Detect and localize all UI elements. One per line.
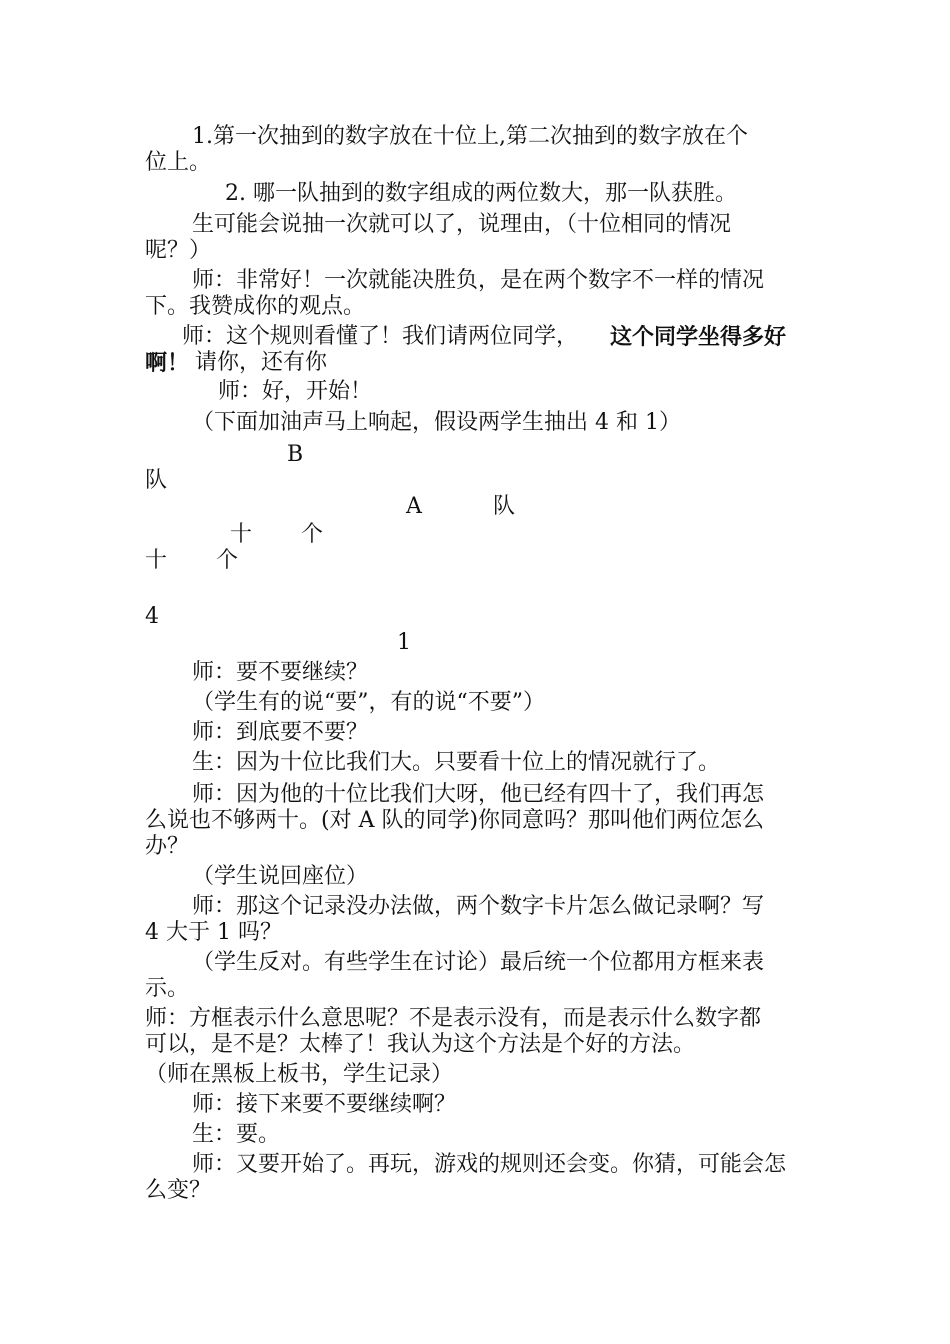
team-label-word: 队 (145, 468, 168, 493)
text-line: 师：接下来要不要继续啊？ (192, 1092, 457, 1117)
text-line: （学生反对。有些学生在讨论）最后统一个位都用方框来表 (192, 950, 765, 975)
text-line: 下。我赞成你的观点。 (145, 294, 366, 319)
text-line: 师：非常好！一次就能决胜负，是在两个数字不一样的情况 (192, 268, 765, 293)
text-line: 师：又要开始了。再玩，游戏的规则还会变。你猜，可能会怎 (192, 1152, 787, 1177)
text-line: 师：这个规则看懂了！我们请两位同学， (182, 324, 579, 349)
team-label-word: 队 (493, 494, 516, 519)
place-value-label: 个 (301, 522, 324, 547)
text-line: 生可能会说抽一次就可以了，说理由，（十位相同的情况 (192, 212, 732, 237)
text-line: 师：那这个记录没办法做，两个数字卡片怎么做记录啊？写 (192, 894, 765, 919)
place-value-label: 十 (145, 548, 168, 573)
text-line: 师：要不要继续？ (192, 660, 369, 685)
text-line: 师：因为他的十位比我们大呀，他已经有四十了，我们再怎 (192, 782, 765, 807)
text-line: 师：到底要不要？ (192, 720, 369, 745)
text-line: 生：要。 (192, 1122, 281, 1147)
text-line: （下面加油声马上响起，假设两学生抽出 4 和 1） (192, 410, 681, 435)
team-label-letter: A (406, 494, 422, 519)
place-value-label: 个 (216, 548, 239, 573)
text-line: 请你，还有你 (195, 350, 328, 375)
text-line: 4 大于 1 吗？ (145, 920, 282, 945)
text-line: 么说也不够两十。(对 A 队的同学)你同意吗？那叫他们两位怎么 (145, 808, 765, 833)
text-line: 呢？） (145, 238, 212, 263)
text-line: 1.第一次抽到的数字放在十位上,第二次抽到的数字放在个 (192, 124, 748, 149)
team-label-letter: B (287, 442, 304, 467)
text-line: 示。 (145, 976, 190, 1001)
text-line: （学生说回座位） (192, 864, 369, 889)
text-line: 位上。 (145, 150, 212, 175)
bold-text-span: 这个同学坐得多好 (610, 324, 787, 350)
text-line: 生：因为十位比我们大。只要看十位上的情况就行了。 (192, 750, 721, 775)
bold-text-span: 啊！ (145, 350, 190, 376)
text-line: 么变？ (145, 1178, 212, 1203)
text-line: 2. 哪一队抽到的数字组成的两位数大，那一队获胜。 (225, 181, 737, 206)
text-line: 办？ (145, 834, 190, 859)
text-line: 可以，是不是？太棒了！我认为这个方法是个好的方法。 (145, 1032, 696, 1057)
text-line: （学生有的说“要”，有的说“不要”） (192, 690, 545, 715)
digit-card: 1 (397, 630, 411, 655)
text-line: 师：方框表示什么意思呢？不是表示没有，而是表示什么数字都 (145, 1006, 762, 1031)
place-value-label: 十 (230, 522, 253, 547)
digit-card: 4 (145, 604, 159, 629)
text-line: 师：好，开始！ (218, 379, 373, 404)
text-line: （师在黑板上板书，学生记录） (145, 1062, 454, 1087)
